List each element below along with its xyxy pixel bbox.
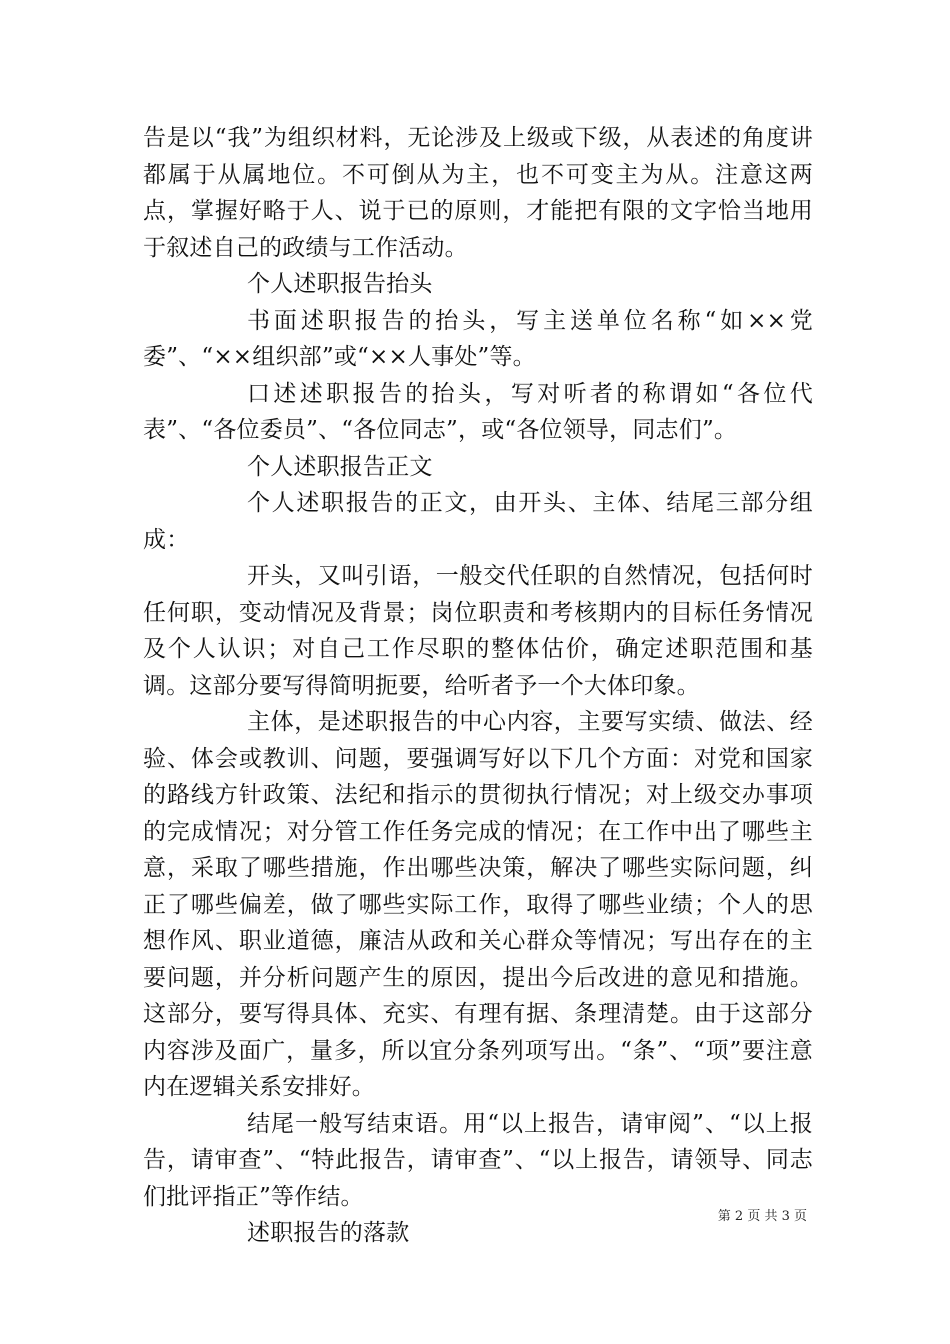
paragraph-body-intro: 个人述职报告的正文，由开头、主体、结尾三部分组成：: [143, 490, 813, 553]
section-heading-header: 个人述职报告抬头: [247, 271, 433, 297]
paragraph-oral-header: 口述述职报告的抬头，写对听者的称谓如“各位代表”、“各位委员”、“各位同志”，或“各位领导，同志们”。: [143, 380, 813, 443]
paragraph-continuation: 告是以“我”为组织材料，无论涉及上级或下级，从表述的角度讲都属于从属地位。不可倒从为主，也不可变主为从。注意这两点，掌握好略于人、说于已的原则，才能把有限的文字恰当地用于叙述自己的政绩与工作活动。: [143, 125, 813, 261]
paragraph-written-header: 书面述职报告的抬头，写主送单位名称“如××党委”、“××组织部”或“××人事处”等。: [143, 307, 813, 370]
section-heading-signature: 述职报告的落款: [247, 1220, 410, 1246]
paragraph-ending: 结尾一般写结束语。用“以上报告，请审阅”、“以上报告，请审查”、“特此报告，请审查”、“以上报告，请领导、同志们批评指正”等作结。: [143, 1110, 813, 1210]
section-heading-body: 个人述职报告正文: [247, 453, 433, 480]
document-body: [143, 120, 813, 1252]
paragraph-opening: 开头，又叫引语，一般交代任职的自然情况，包括何时任何职，变动情况及背景；岗位职责和考核期内的目标任务情况及个人认识；对自己工作尽职的整体估价，确定述职范围和基调。这部分要写得简明扼要，给听者予一个大体印象。: [143, 563, 813, 699]
paragraph-main-body: 主体，是述职报告的中心内容，主要写实绩、做法、经验、体会或教训、问题，要强调写好以下几个方面：对党和国家的路线方针政策、法纪和指示的贯彻执行情况；对上级交办事项的完成情况；对分管工作任务完成的情况；在工作中出了哪些主意，采取了哪些措施，作出哪些决策，解决了哪些实际问题，纠正了哪些偏差，做了哪些实际工作，取得了哪些业绩；个人的思想作风、职业道德，廉洁从政和关心群众等情况；写出存在的主要问题，并分析问题产生的原因，提出今后改进的意见和措施。这部分，要写得具体、充实、有理有据、条理清楚。由于这部分内容涉及面广，量多，所以宜分条列项写出。“条”、“项”要注意内在逻辑关系安排好。: [143, 709, 813, 1100]
page-number: 第 2 页 共 3 页: [717, 1209, 807, 1224]
